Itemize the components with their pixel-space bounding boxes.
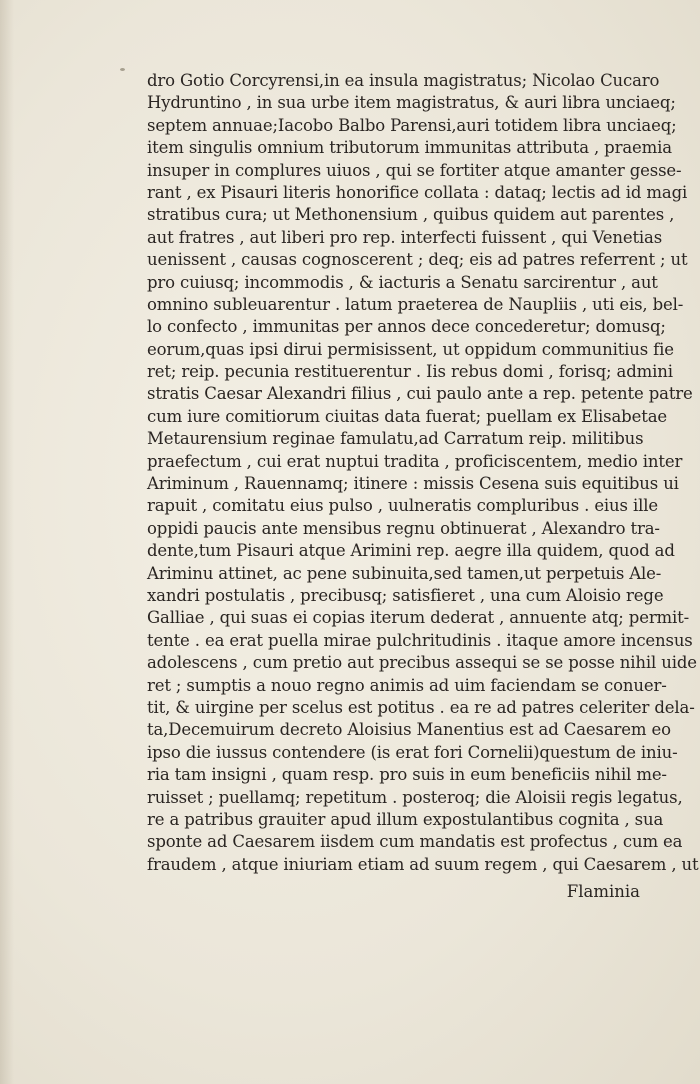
text-line: fraudem , atque iniuriam etiam ad suum regem , qui Caesarem , ut (147, 854, 699, 874)
text-line: rant , ex Pisauri literis honorifice collata : dataq; lectis ad id magi (147, 182, 688, 202)
text-line: ruisset ; puellamq; repetitum . posteroq; die Aloisii regis legatus, (147, 787, 683, 807)
body-text (147, 70, 699, 876)
text-line: Hydruntino , in sua urbe item magistratus, & auri libra unciaeq; (147, 93, 676, 113)
text-line: Metaurensium reginae famulatu,ad Carratum reip. militibus (147, 429, 644, 449)
text-line: item singulis omnium tributorum immunitas attributa , praemia (147, 138, 672, 158)
text-line: sponte ad Caesarem iisdem cum mandatis est profectus , cum ea (147, 832, 683, 852)
text-line: xandri postulatis , precibusq; satisfieret , una cum Aloisio rege (147, 585, 664, 605)
text-line: tente . ea erat puella mirae pulchritudinis . itaque amore incensus (147, 630, 693, 650)
text-line: oppidi paucis ante mensibus regnu obtinuerat , Alexandro tra- (147, 518, 660, 538)
text-line: pro cuiusq; incommodis , & iacturis a Senatu sarcirentur , aut (147, 272, 658, 292)
text-line: ret; reip. pecunia restituerentur . Iis rebus domi , forisq; admini (147, 362, 673, 382)
text-line: uenissent , causas cognoscerent ; deq; eis ad patres referrent ; ut (147, 250, 688, 270)
text-line: ria tam insigni , quam resp. pro suis in eum beneficiis nihil me- (147, 765, 667, 785)
text-line: cum iure comitiorum ciuitas data fuerat; puellam ex Elisabetae (147, 406, 667, 426)
text-line: lo confecto , immunitas per annos dece concederetur; domusq; (147, 317, 666, 337)
ink-speck (120, 68, 125, 71)
text-line: septem annuae;Iacobo Balbo Parensi,auri totidem libra unciaeq; (147, 115, 677, 135)
text-line: insuper in complures uiuos , qui se fortiter atque amanter gesse- (147, 160, 682, 180)
text-line: ret ; sumptis a nouo regno animis ad uim faciendam se conuer- (147, 675, 667, 695)
text-line: ipso die iussus contendere (is erat fori Cornelii)questum de iniu- (147, 742, 678, 762)
text-line: dente,tum Pisauri atque Arimini rep. aegre illa quidem, quod ad (147, 541, 675, 561)
text-line: Ariminum , Rauennamq; itinere : missis Cesena suis equitibus ui (147, 474, 679, 494)
text-line: ta,Decemuirum decreto Aloisius Manentius est ad Caesarem eo (147, 720, 671, 740)
text-line: dro Gotio Corcyrensi,in ea insula magistratus; Nicolao Cucaro (147, 71, 660, 90)
text-line: aut fratres , aut liberi pro rep. interfecti fuissent , qui Venetias (147, 227, 663, 247)
text-line: stratibus cura; ut Methonensium , quibus quidem aut parentes , (147, 205, 675, 225)
text-line: rapuit , comitatu eius pulso , uulneratis compluribus . eius ille (147, 496, 658, 516)
text-line: Galliae , qui suas ei copias iterum dederat , annuente atq; permit- (147, 608, 690, 628)
text-line: praefectum , cui erat nuptui tradita , proficiscentem, medio inter (147, 451, 683, 471)
text-line: stratis Caesar Alexandri filius , cui paulo ante a rep. petente patre (147, 384, 693, 404)
catchword: Flaminia (566, 882, 640, 901)
text-line: Ariminu attinet, ac pene subinuita,sed tamen,ut perpetuis Ale- (147, 563, 662, 583)
text-line: omnino subleuarentur . latum praeterea de Naupliis , uti eis, bel- (147, 294, 684, 314)
text-line: adolescens , cum pretio aut precibus assequi se se posse nihil uide (147, 653, 697, 673)
text-line: re a patribus grauiter apud illum expostulantibus cognita , sua (147, 809, 664, 829)
text-line: tit, & uirgine per scelus est potitus . ea re ad patres celeriter dela- (147, 697, 695, 717)
text-line: eorum,quas ipsi dirui permisissent, ut oppidum communitius fie (147, 339, 674, 359)
